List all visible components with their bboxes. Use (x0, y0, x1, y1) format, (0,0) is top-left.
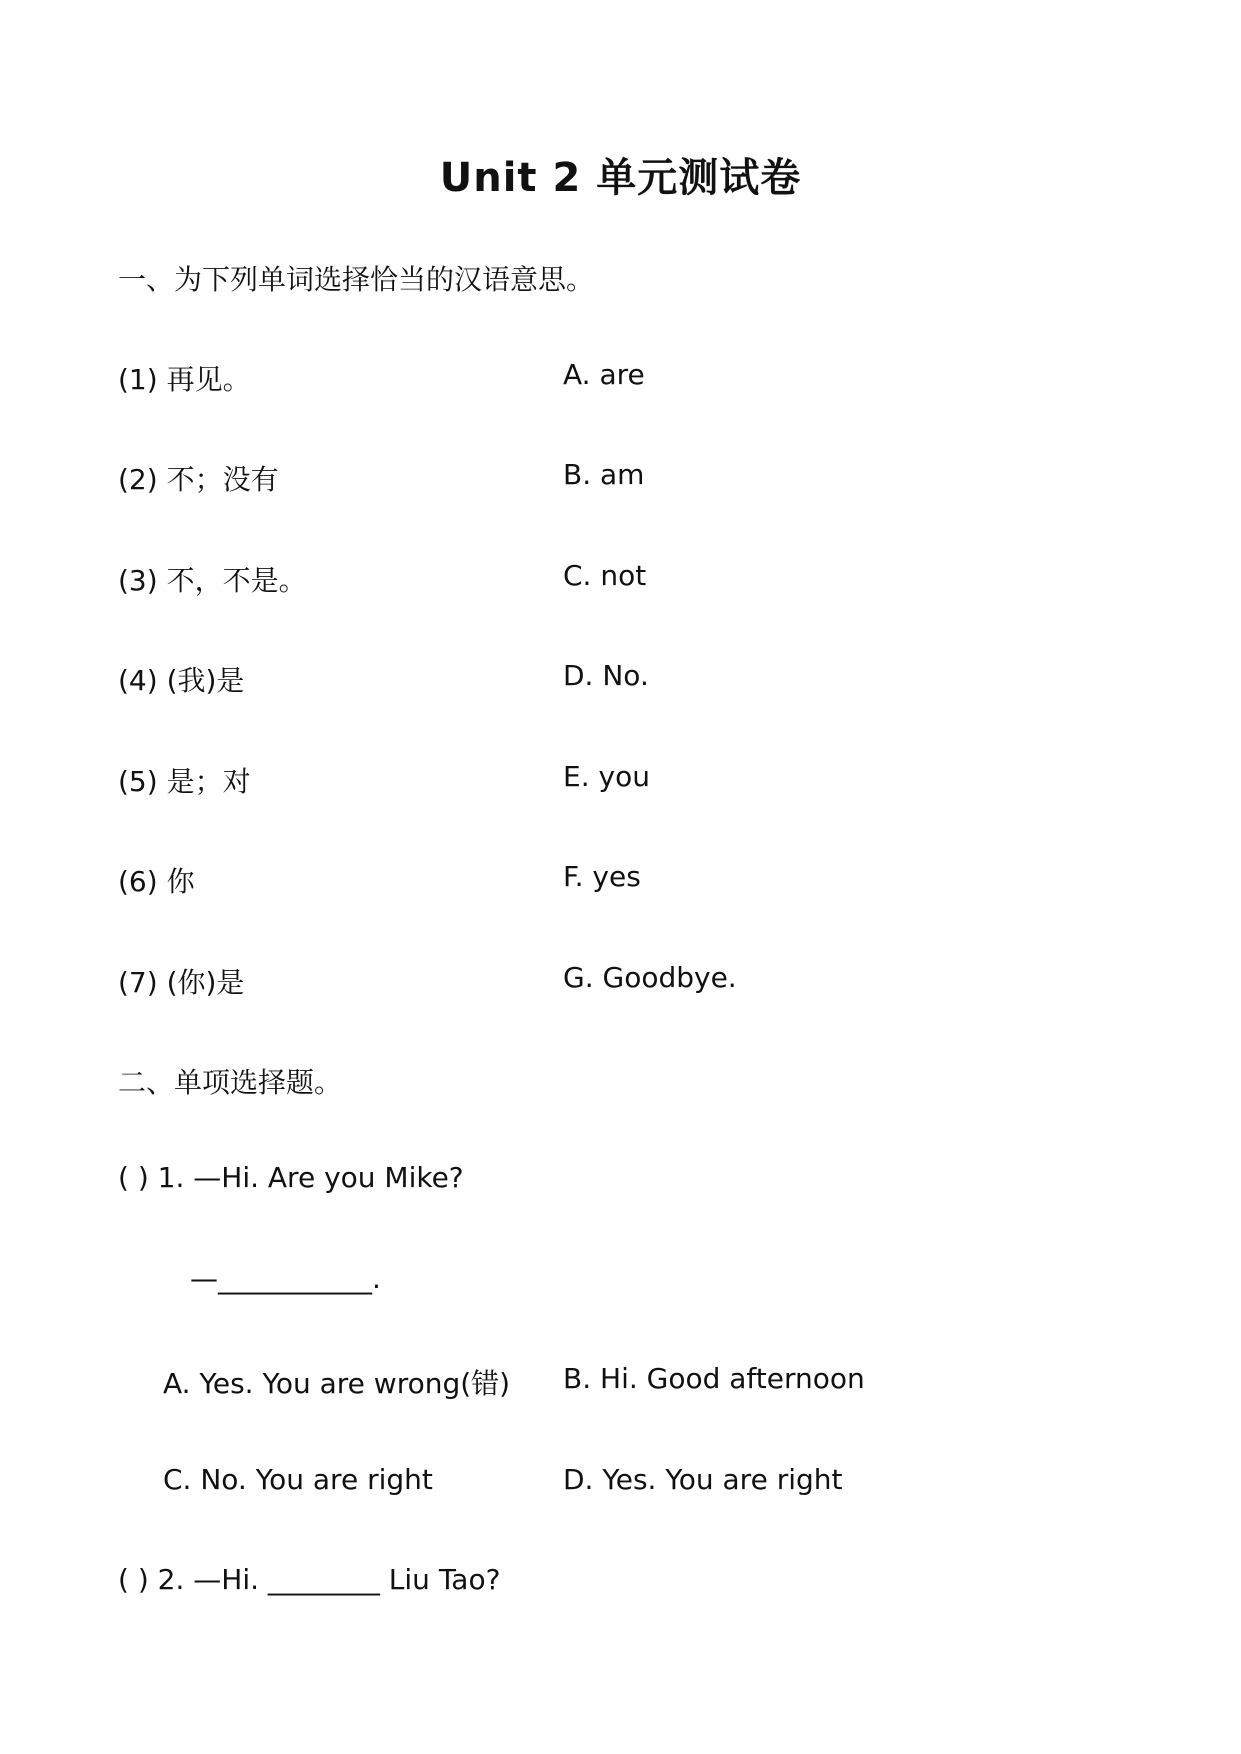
page-title: Unit 2 单元测试卷 (439, 155, 802, 201)
match-item-4-chinese: (4) (我)是 (118, 664, 245, 697)
question-1-option-c: C. No. You are right (163, 1463, 433, 1496)
match-item-1-english: A. are (563, 358, 645, 391)
question-1-option-b: B. Hi. Good afternoon (563, 1362, 865, 1395)
question-1-option-d: D. Yes. You are right (563, 1463, 843, 1496)
match-item-4-english: D. No. (563, 659, 649, 692)
match-item-2-english: B. am (563, 458, 645, 491)
question-1-option-a: A. Yes. You are wrong(错) (163, 1367, 511, 1400)
question-2-stem: ( ) 2. —Hi. ________ Liu Tao? (118, 1563, 501, 1596)
match-item-3-chinese: (3) 不，不是。 (118, 564, 307, 597)
match-item-2-chinese: (2) 不；没有 (118, 463, 279, 496)
question-1-answer-blank: —___________. (190, 1262, 381, 1295)
match-item-5-english: E. you (563, 760, 650, 793)
section-1-heading: 一、为下列单词选择恰当的汉语意思。 (118, 263, 595, 296)
match-item-6-english: F. yes (563, 860, 641, 893)
match-item-7-chinese: (7) (你)是 (118, 966, 245, 999)
match-item-3-english: C. not (563, 559, 647, 592)
match-item-6-chinese: (6) 你 (118, 865, 195, 898)
section-2-heading: 二、单项选择题。 (118, 1066, 343, 1099)
match-item-5-chinese: (5) 是；对 (118, 765, 251, 798)
question-1-stem: ( ) 1. —Hi. Are you Mike? (118, 1161, 464, 1194)
match-item-7-english: G. Goodbye. (563, 961, 737, 994)
match-item-1-chinese: (1) 再见。 (118, 363, 251, 396)
